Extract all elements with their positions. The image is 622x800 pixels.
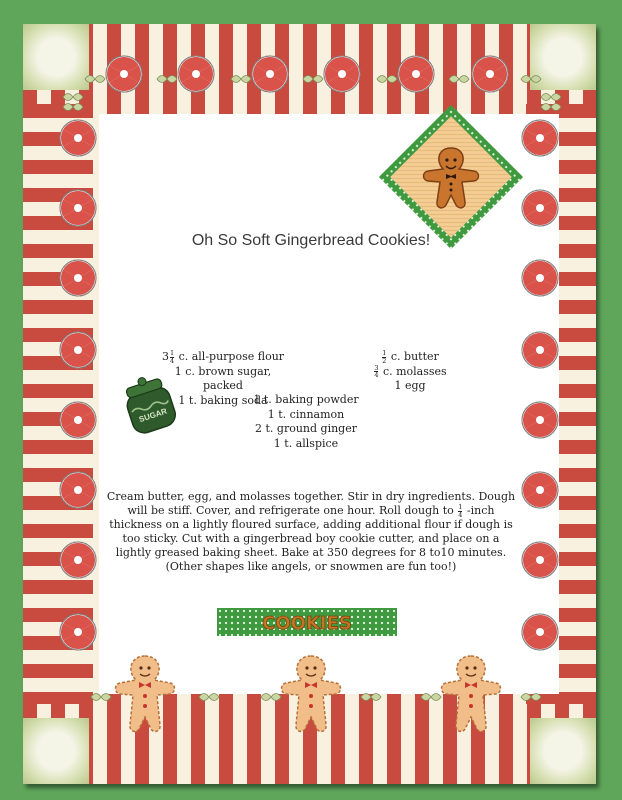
peppermint-candy-icon xyxy=(520,188,560,228)
peppermint-candy-icon xyxy=(104,54,144,94)
peppermint-candy-icon xyxy=(250,54,290,94)
instructions-text: Cream butter, egg, and molasses together. Stir in dry ingredients. Dough will be stiff. Cover, and refrigerate one hour. Roll dough to $\frac{1}{4}$ -inch thickness on a lightly floured surface, adding additional flour if dough is too sticky. Cut with a gingerbread boy cookie cutter, and place on a lightly greased baking sheet. Bake at 350 degrees for 8 to10 minutes. xyxy=(106,490,516,559)
ingredient-flour: 3 $\frac{1}{4}$ c. all-purpose flour xyxy=(161,349,285,365)
holly-leaf-icon xyxy=(84,72,106,86)
gingerbread-man-left-icon xyxy=(110,652,180,744)
peppermint-candy-icon xyxy=(520,118,560,158)
holly-leaf-icon xyxy=(448,72,470,86)
peppermint-candy-icon xyxy=(520,540,560,580)
peppermint-candy-icon xyxy=(176,54,216,94)
holly-leaf-icon xyxy=(62,100,84,114)
peppermint-candy-icon xyxy=(470,54,510,94)
peppermint-candy-icon xyxy=(58,470,98,510)
peppermint-candy-icon xyxy=(396,54,436,94)
peppermint-candy-icon xyxy=(520,612,560,652)
peppermint-candy-icon xyxy=(520,400,560,440)
ingredient-egg: 1 egg xyxy=(394,379,426,392)
holly-leaf-icon xyxy=(360,690,382,704)
peppermint-candy-icon xyxy=(58,540,98,580)
peppermint-candy-icon xyxy=(58,118,98,158)
peppermint-candy-icon xyxy=(58,400,98,440)
ingredients-center xyxy=(236,393,376,451)
instructions xyxy=(106,490,516,574)
ingredient-baking-soda: 1 t. baking soda xyxy=(178,393,268,407)
peppermint-candy-icon xyxy=(520,470,560,510)
ingredient-ginger: 2 t. ground ginger xyxy=(255,422,357,435)
peppermint-candy-icon xyxy=(58,330,98,370)
peppermint-candy-icon xyxy=(58,258,98,298)
sugar-jar-label: SUGAR xyxy=(137,406,169,425)
ingredient-allspice: 1 t. allspice xyxy=(273,436,339,450)
corner-holly-top-left xyxy=(23,24,89,90)
peppermint-candy-icon xyxy=(520,330,560,370)
cookies-label xyxy=(217,608,397,636)
gingerbread-man-center-icon xyxy=(276,652,346,744)
peppermint-candy-icon xyxy=(520,258,560,298)
corner-holly-bottom-right xyxy=(530,718,596,784)
ingredient-molasses: $\frac{3}{4}$ c. molasses xyxy=(374,363,447,379)
holly-leaf-icon xyxy=(302,72,324,86)
holly-leaf-icon xyxy=(156,72,178,86)
recipe-title: Oh So Soft Gingerbread Cookies! xyxy=(191,232,431,249)
peppermint-candy-icon xyxy=(58,188,98,228)
holly-leaf-icon xyxy=(198,690,220,704)
sugar-jar-icon xyxy=(118,376,184,436)
ingredient-baking-powder: 1 t. baking powder xyxy=(253,393,359,406)
ingredient-cinnamon: 1 t. cinnamon xyxy=(267,407,345,421)
gingerbread-man-right-icon xyxy=(436,652,506,744)
corner-holly-bottom-left xyxy=(23,718,89,784)
holly-leaf-icon xyxy=(90,690,112,704)
holly-leaf-icon xyxy=(230,72,252,86)
holly-leaf-icon xyxy=(540,100,562,114)
gingerbread-badge xyxy=(378,104,524,250)
holly-leaf-icon xyxy=(520,690,542,704)
instructions-note: (Other shapes like angels, or snowmen are fun too!) xyxy=(165,560,457,573)
ingredients-right xyxy=(365,350,455,394)
peppermint-candy-icon xyxy=(58,612,98,652)
ingredient-brown-sugar: 1 c. brown sugar, packed xyxy=(174,364,272,392)
peppermint-candy-icon xyxy=(322,54,362,94)
ingredient-butter: $\frac{1}{2}$ c. butter xyxy=(382,349,439,365)
holly-leaf-icon xyxy=(520,72,542,86)
cookies-label-text: COOKIES xyxy=(262,613,352,634)
holly-leaf-icon xyxy=(376,72,398,86)
